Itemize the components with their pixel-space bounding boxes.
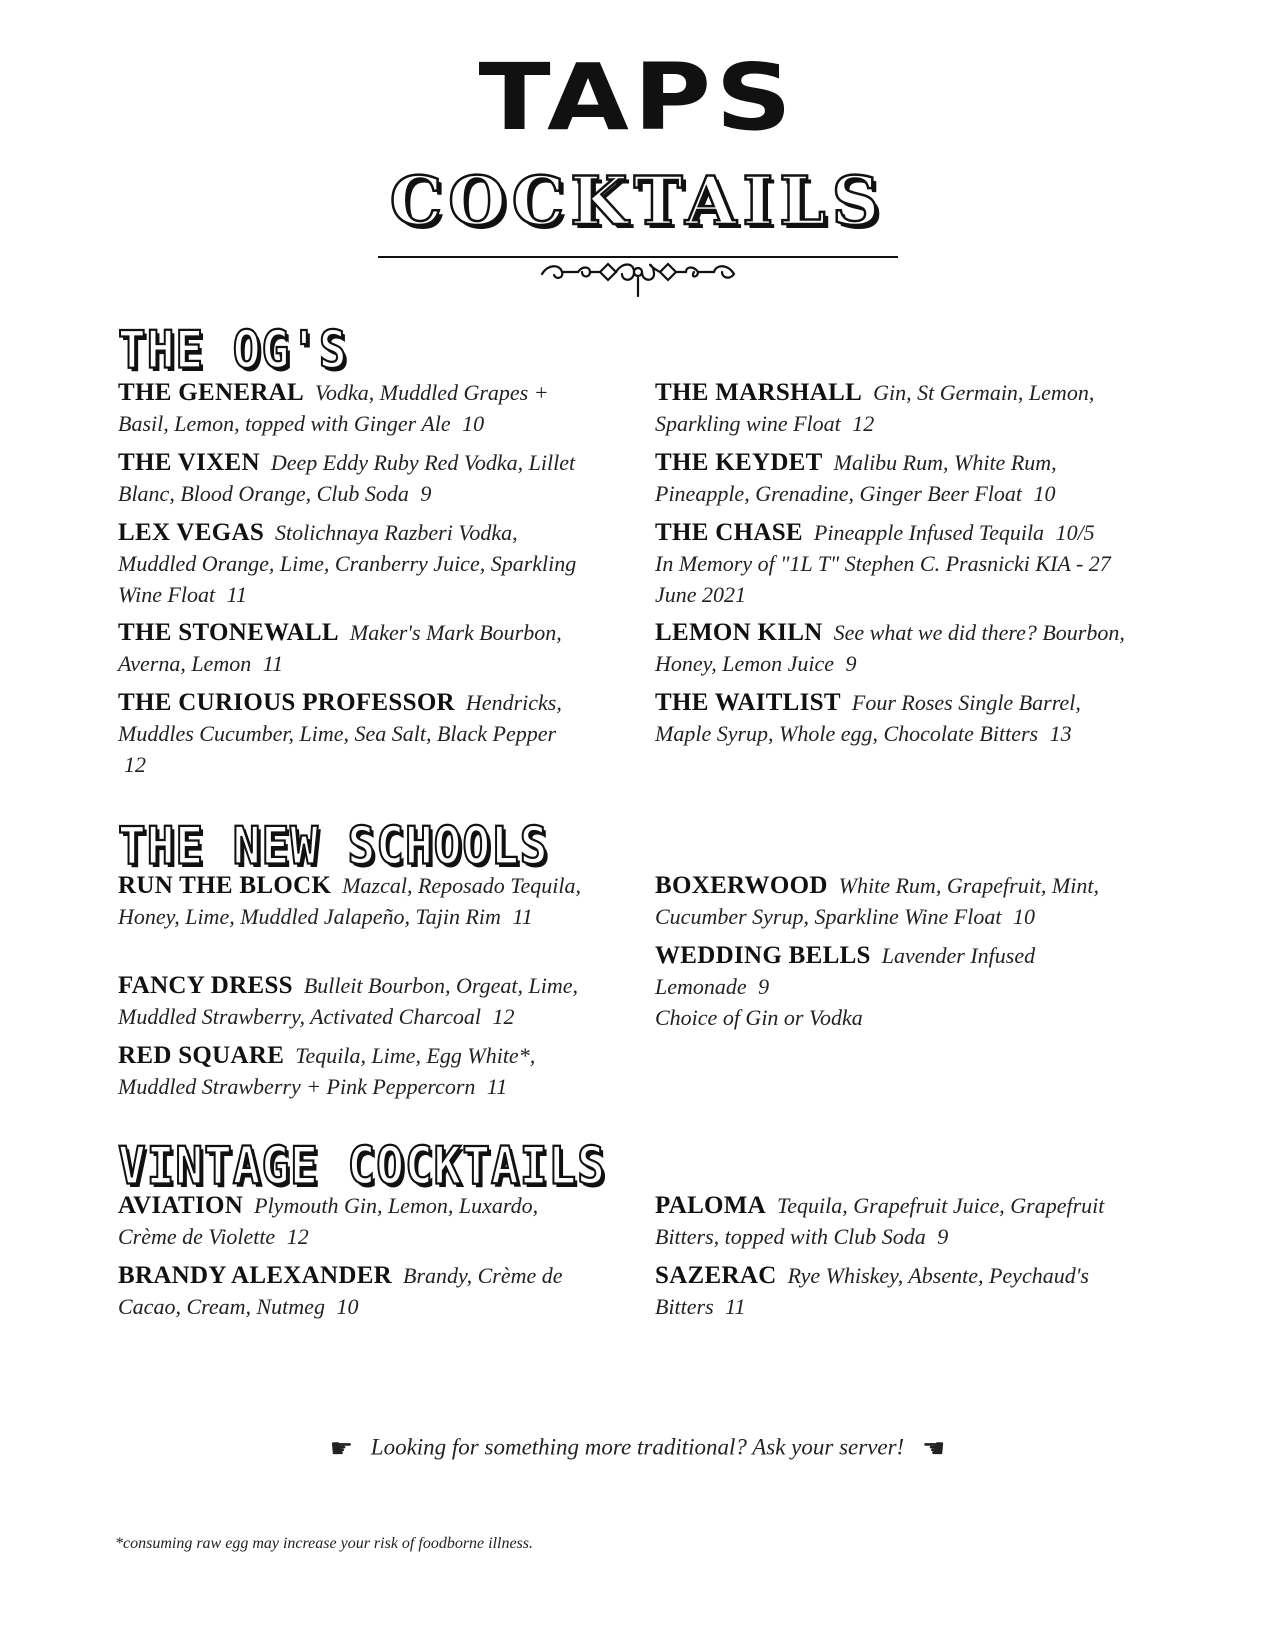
item-price: 10: [462, 411, 485, 436]
item-name: PALOMA: [655, 1192, 767, 1219]
pointing-hand-left-icon: ☚: [921, 1434, 946, 1463]
item-price: 11: [725, 1294, 746, 1319]
item-name: WEDDING BELLS: [655, 942, 871, 969]
item-name: THE KEYDET: [655, 449, 823, 476]
brand-title: TAPS: [478, 44, 797, 151]
flourish-ornament-icon: [538, 260, 738, 312]
menu-item: [118, 377, 588, 439]
item-price: 10/5: [1055, 520, 1095, 545]
item-description: Stolichnaya Razberi Vodka, Muddled Orange, Lime, Cranberry Juice, Sparkling Wine Float: [118, 520, 577, 607]
item-name: LEMON KILN: [655, 619, 823, 646]
item-price: 12: [124, 752, 146, 777]
item-name: THE MARSHALL: [655, 379, 863, 406]
item-description: Gin, St Germain, Lemon, Sparkling wine Float: [655, 380, 1095, 436]
item-description: Plymouth Gin, Lemon, Luxardo, Crème de Violette: [118, 1193, 539, 1249]
menu-item: [655, 687, 1125, 749]
menu-item: [118, 1190, 588, 1252]
item-price: 11: [512, 904, 533, 929]
item-price: 9: [937, 1224, 949, 1249]
header-divider: [378, 256, 898, 258]
item-description: Deep Eddy Ruby Red Vodka, Lillet Blanc, Blood Orange, Club Soda: [118, 450, 576, 506]
item-description: Bulleit Bourbon, Orgeat, Lime, Muddled Strawberry, Activated Charcoal: [118, 973, 579, 1029]
item-price: 11: [226, 582, 248, 607]
item-description: Tequila, Grapefruit Juice, Grapefruit Bitters, topped with Club Soda: [655, 1193, 1105, 1249]
item-price: 11: [262, 651, 284, 676]
item-price: 12: [286, 1224, 309, 1249]
menu-item: [655, 517, 1125, 610]
item-name: THE CHASE: [655, 519, 803, 546]
item-name: FANCY DRESS: [118, 972, 293, 999]
footer-note: [0, 1434, 1275, 1464]
menu-item: [118, 1260, 588, 1322]
section-title-vintage: VINTAGE COCKTAILS: [118, 1135, 606, 1196]
menu-item: [655, 377, 1125, 439]
section-title-og: THE OG'S: [118, 319, 348, 380]
item-name: AVIATION: [118, 1192, 244, 1219]
page-subtitle: COCKTAILS: [389, 162, 886, 240]
menu-item: [118, 1040, 588, 1102]
menu-item: [118, 447, 588, 509]
item-description: Maker's Mark Bourbon, Averna, Lemon: [118, 620, 562, 676]
item-name: BRANDY ALEXANDER: [118, 1262, 393, 1289]
menu-item: [118, 687, 588, 780]
item-description: Tequila, Lime, Egg White*, Muddled Strawberry + Pink Peppercorn: [118, 1043, 536, 1099]
item-price: 10: [1033, 481, 1056, 506]
item-description: Lavender Infused Lemonade: [655, 943, 1036, 999]
disclaimer: *consuming raw egg may increase your risk of foodborne illness.: [115, 1535, 534, 1552]
menu-item: [118, 617, 588, 679]
item-note: In Memory of "1L T" Stephen C. Prasnicki KIA - 27 June 2021: [655, 551, 1111, 607]
item-name: THE STONEWALL: [118, 619, 339, 646]
item-name: SAZERAC: [655, 1262, 777, 1289]
item-description: See what we did there? Bourbon, Honey, Lemon Juice: [655, 620, 1125, 676]
menu-item: [655, 447, 1125, 509]
item-description: Malibu Rum, White Rum, Pineapple, Grenadine, Ginger Beer Float: [655, 450, 1057, 506]
section-title-new-schools: THE NEW SCHOOLS: [118, 815, 549, 876]
menu-item: [655, 1260, 1125, 1322]
menu-item: [118, 517, 588, 610]
item-price: 12: [492, 1004, 515, 1029]
item-name: RUN THE BLOCK: [118, 872, 332, 899]
item-price: 9: [420, 481, 432, 506]
item-price: 13: [1049, 721, 1072, 746]
item-price: 9: [758, 974, 770, 999]
item-note: Choice of Gin or Vodka: [655, 1005, 863, 1030]
footer-note-text: Looking for something more traditional? Ask your server!: [370, 1434, 905, 1460]
menu-item: [655, 940, 1125, 1033]
item-price: 12: [852, 411, 875, 436]
item-name: BOXERWOOD: [655, 872, 828, 899]
item-description: Pineapple Infused Tequila: [813, 520, 1045, 545]
menu-item: [118, 870, 588, 932]
item-price: 10: [1012, 904, 1035, 929]
item-name: RED SQUARE: [118, 1042, 285, 1069]
menu-item: [655, 870, 1125, 932]
menu-item: [655, 1190, 1125, 1252]
item-description: White Rum, Grapefruit, Mint, Cucumber Syrup, Sparkline Wine Float: [655, 873, 1099, 929]
pointing-hand-right-icon: ☛: [329, 1434, 354, 1463]
menu-item: [655, 617, 1125, 679]
item-description: Brandy, Crème de Cacao, Cream, Nutmeg: [118, 1263, 563, 1319]
item-name: THE CURIOUS PROFESSOR: [118, 689, 455, 716]
item-description: Mazcal, Reposado Tequila, Honey, Lime, Muddled Jalapeño, Tajin Rim: [118, 873, 581, 929]
item-description: Vodka, Muddled Grapes + Basil, Lemon, topped with Ginger Ale: [118, 380, 549, 436]
item-price: 11: [486, 1074, 508, 1099]
item-name: THE VIXEN: [118, 449, 260, 476]
item-price: 10: [336, 1294, 359, 1319]
item-name: LEX VEGAS: [118, 519, 265, 546]
item-name: THE GENERAL: [118, 379, 304, 406]
item-description: Rye Whiskey, Absente, Peychaud's Bitters: [655, 1263, 1089, 1319]
item-name: THE WAITLIST: [655, 689, 841, 716]
item-description: Four Roses Single Barrel, Maple Syrup, Whole egg, Chocolate Bitters: [655, 690, 1081, 746]
menu-item: [118, 970, 588, 1032]
item-description: Hendricks, Muddles Cucumber, Lime, Sea Salt, Black Pepper: [118, 690, 562, 746]
item-price: 9: [845, 651, 857, 676]
